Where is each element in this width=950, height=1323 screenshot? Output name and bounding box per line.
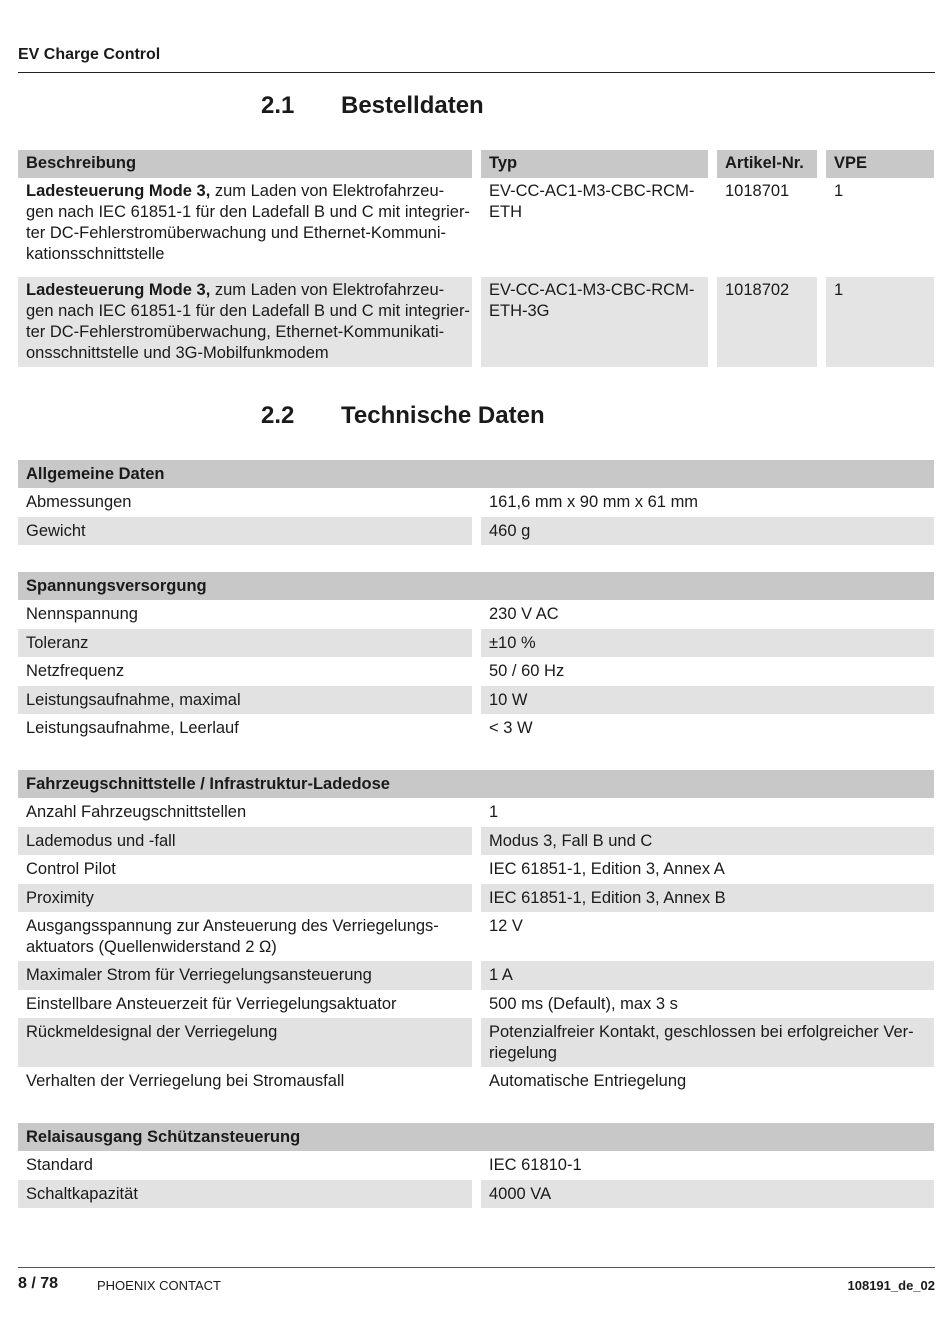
table-row	[18, 798, 934, 827]
tech-section-header: Fahrzeugschnittstelle / Infrastruktur-Ladedose	[18, 770, 934, 798]
table-row	[18, 827, 934, 856]
row-label: Toleranz	[18, 629, 472, 658]
product-name: Ladesteuerung Mode 3,	[26, 182, 211, 200]
row-value: Modus 3, Fall B und C	[481, 827, 934, 856]
document-number: 108191_de_02	[847, 1278, 935, 1293]
table-row	[18, 855, 934, 884]
row-value: ±10 %	[481, 629, 934, 658]
article-number-cell: 1018701	[717, 178, 817, 268]
tech-table-spannung	[18, 572, 934, 743]
row-value: 1 A	[481, 961, 934, 990]
table-row	[18, 178, 934, 268]
order-table	[18, 150, 934, 367]
row-value: 4000 VA	[481, 1180, 934, 1209]
row-label: Nennspannung	[18, 600, 472, 629]
table-row	[18, 961, 934, 990]
vpe-cell: 1	[826, 178, 934, 268]
table-row	[18, 1151, 934, 1180]
page-header	[18, 44, 935, 73]
page-footer	[18, 1267, 935, 1297]
row-label: Anzahl Fahrzeugschnittstellen	[18, 798, 472, 827]
table-row	[18, 1067, 934, 1096]
row-label: Gewicht	[18, 517, 472, 546]
col-header-typ: Typ	[481, 150, 708, 178]
col-header-artikel: Artikel-Nr.	[717, 150, 817, 178]
row-value: 230 V AC	[481, 600, 934, 629]
row-label: Standard	[18, 1151, 472, 1180]
section-title: Technische Daten	[341, 402, 545, 429]
row-value: Automatische Entriegelung	[481, 1067, 934, 1096]
description-cell: Ladesteuerung Mode 3, zum Laden von Elektrofahrzeu- gen nach IEC 61851-1 für den Ladefall B und C mit integrier- ter DC-Fehlerstromüberwachung und Ethernet-Kommuni- kationsschnittstelle	[18, 178, 472, 268]
row-label: Leistungsaufnahme, maximal	[18, 686, 472, 715]
table-row	[18, 686, 934, 715]
page-number: 8 / 78	[18, 1275, 59, 1292]
table-row	[18, 629, 934, 658]
row-value: IEC 61810-1	[481, 1151, 934, 1180]
row-value: 50 / 60 Hz	[481, 657, 934, 686]
row-value: < 3 W	[481, 714, 934, 743]
section-title: Bestelldaten	[341, 92, 484, 119]
row-value: Potenzialfreier Kontakt, geschlossen bei erfolgreicher Ver- riegelung	[481, 1018, 934, 1067]
order-table-header	[18, 150, 934, 178]
section-heading-technische-daten	[261, 402, 545, 430]
row-label: Netzfrequenz	[18, 657, 472, 686]
row-label: Leistungsaufnahme, Leerlauf	[18, 714, 472, 743]
type-cell: EV-CC-AC1-M3-CBC-RCM- ETH-3G	[481, 277, 708, 367]
row-label: Verhalten der Verriegelung bei Stromausfall	[18, 1067, 472, 1096]
section-number: 2.1	[261, 92, 295, 119]
row-label: Proximity	[18, 884, 472, 913]
col-header-beschreibung: Beschreibung	[18, 150, 472, 178]
row-value: 10 W	[481, 686, 934, 715]
document-title: EV Charge Control	[18, 46, 161, 63]
row-value: 460 g	[481, 517, 934, 546]
col-header-vpe: VPE	[826, 150, 934, 178]
table-row	[18, 884, 934, 913]
row-label: Einstellbare Ansteuerzeit für Verriegelungsaktuator	[18, 990, 472, 1019]
row-value: 161,6 mm x 90 mm x 61 mm	[481, 488, 934, 517]
tech-section-header: Relaisausgang Schützansteuerung	[18, 1123, 934, 1151]
article-number-cell: 1018702	[717, 277, 817, 367]
tech-table-relaisausgang	[18, 1123, 934, 1208]
row-label: Ausgangsspannung zur Ansteuerung des Verriegelungs- aktuators (Quellenwiderstand 2 Ω)	[18, 912, 472, 961]
table-row	[18, 488, 934, 517]
tech-section-header: Allgemeine Daten	[18, 460, 934, 488]
company-name: PHOENIX CONTACT	[97, 1278, 221, 1293]
row-label: Maximaler Strom für Verriegelungsansteuerung	[18, 961, 472, 990]
description-cell: Ladesteuerung Mode 3, zum Laden von Elektrofahrzeu- gen nach IEC 61851-1 für den Ladefall B und C mit integrier- ter DC-Fehlerstromüberwachung, Ethernet-Kommunikati- onsschnittstelle und 3G-Mobilfunkmodem	[18, 277, 472, 367]
section-number: 2.2	[261, 402, 295, 429]
row-value: IEC 61851-1, Edition 3, Annex B	[481, 884, 934, 913]
product-name: Ladesteuerung Mode 3,	[26, 281, 211, 299]
table-row	[18, 1018, 934, 1067]
tech-section-header: Spannungsversorgung	[18, 572, 934, 600]
row-label: Lademodus und -fall	[18, 827, 472, 856]
row-value: 12 V	[481, 912, 934, 961]
table-row	[18, 1180, 934, 1209]
row-value: 500 ms (Default), max 3 s	[481, 990, 934, 1019]
section-heading-bestelldaten	[261, 92, 484, 120]
tech-table-allgemein	[18, 460, 934, 545]
row-label: Abmessungen	[18, 488, 472, 517]
tech-table-fahrzeugschnittstelle	[18, 770, 934, 1096]
table-row	[18, 600, 934, 629]
table-row	[18, 657, 934, 686]
row-label: Rückmeldesignal der Verriegelung	[18, 1018, 472, 1067]
table-row	[18, 912, 934, 961]
row-value: 1	[481, 798, 934, 827]
table-row	[18, 714, 934, 743]
table-row	[18, 277, 934, 367]
row-label: Control Pilot	[18, 855, 472, 884]
table-row	[18, 990, 934, 1019]
row-label: Schaltkapazität	[18, 1180, 472, 1209]
vpe-cell: 1	[826, 277, 934, 367]
row-value: IEC 61851-1, Edition 3, Annex A	[481, 855, 934, 884]
type-cell: EV-CC-AC1-M3-CBC-RCM- ETH	[481, 178, 708, 268]
table-row	[18, 517, 934, 546]
